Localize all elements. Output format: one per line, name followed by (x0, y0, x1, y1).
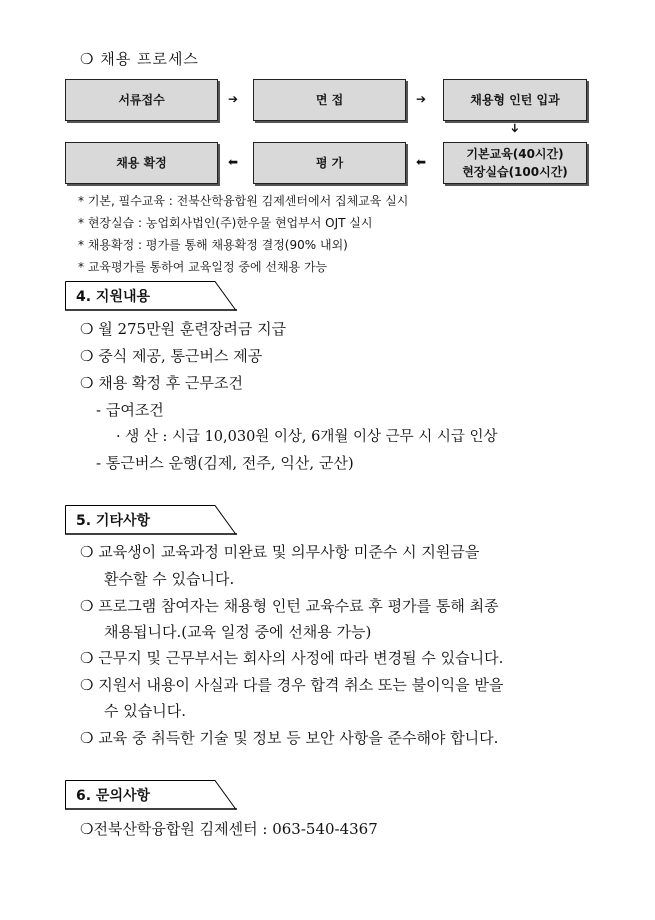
step-screening (65, 79, 218, 121)
misc-item-3: ❍ 근무지 및 근무부서는 회사의 사정에 따라 변경될 수 있습니다. (80, 649, 504, 667)
section-4-title: 4. 지원내용 (76, 289, 151, 305)
step-training (443, 142, 587, 184)
misc-item-4: ❍ 지원서 내용이 사실과 다를 경우 합격 취소 또는 불이익을 받을 (80, 676, 504, 694)
section-5-title: 5. 기타사항 (76, 513, 151, 529)
step-confirm (65, 142, 218, 184)
arrow-left-icon: ⬅ (228, 155, 239, 169)
arrow-left-icon: ⬅ (416, 155, 427, 169)
note-2: * 현장실습 : 농업회사법인(주)한우물 현업부서 OJT 실시 (78, 216, 373, 230)
step-interview-label: 면 접 (315, 93, 344, 107)
section-5-header (65, 505, 237, 535)
support-item-1: ❍ 월 275만원 훈련장려금 지급 (80, 320, 287, 338)
arrow-down-icon: ➔ (508, 122, 523, 134)
commute-bus: - 통근버스 운행(김제, 전주, 익산, 군산) (96, 454, 354, 472)
step-training-line1: 기본교육(40시간) (466, 147, 564, 161)
note-3: * 채용확정 : 평가를 통해 채용확정 결정(90% 내외) (78, 238, 348, 252)
misc-item-2-cont: 채용됩니다.(교육 일정 중에 선채용 가능) (104, 623, 372, 641)
support-item-3: ❍ 채용 확정 후 근무조건 (80, 374, 243, 392)
step-interview (253, 79, 406, 121)
misc-item-1-cont: 환수할 수 있습니다. (104, 570, 235, 588)
misc-item-1: ❍ 교육생이 교육과정 미완료 및 의무사항 미준수 시 지원금을 (80, 543, 480, 561)
arrow-right-icon: ➔ (228, 92, 239, 106)
step-confirm-label: 채용 확정 (116, 156, 167, 170)
step-evaluation (253, 142, 406, 184)
salary-detail: · 생 산 : 시급 10,030원 이상, 6개월 이상 근무 시 시급 인상 (116, 429, 498, 445)
section-6-header (65, 780, 237, 810)
note-1: * 기본, 필수교육 : 전북산학융합원 김제센터에서 집체교육 실시 (78, 194, 409, 208)
step-screening-label: 서류접수 (118, 93, 165, 107)
note-4: * 교육평가를 통하여 교육일정 중에 선채용 가능 (78, 260, 328, 274)
step-evaluation-label: 평 가 (315, 156, 344, 170)
arrow-right-icon: ➔ (416, 92, 427, 106)
contact-info: ❍전북산학융합원 김제센터 : 063-540-4367 (80, 820, 378, 838)
step-intern-entry-label: 채용형 인턴 입과 (470, 93, 560, 107)
salary-condition: - 급여조건 (96, 401, 164, 419)
misc-item-2: ❍ 프로그램 참여자는 채용형 인턴 교육수료 후 평가를 통해 최종 (80, 597, 499, 615)
step-intern-entry (443, 79, 587, 121)
process-title: ❍ 채용 프로세스 (80, 50, 199, 68)
misc-item-5: ❍ 교육 중 취득한 기술 및 정보 등 보안 사항을 준수해야 합니다. (80, 729, 499, 747)
section-6-title: 6. 문의사항 (76, 788, 151, 804)
support-item-2: ❍ 중식 제공, 통근버스 제공 (80, 347, 263, 365)
section-4-header (65, 281, 237, 311)
misc-item-4-cont: 수 있습니다. (104, 702, 186, 720)
step-training-line2: 현장실습(100시간) (462, 165, 568, 179)
